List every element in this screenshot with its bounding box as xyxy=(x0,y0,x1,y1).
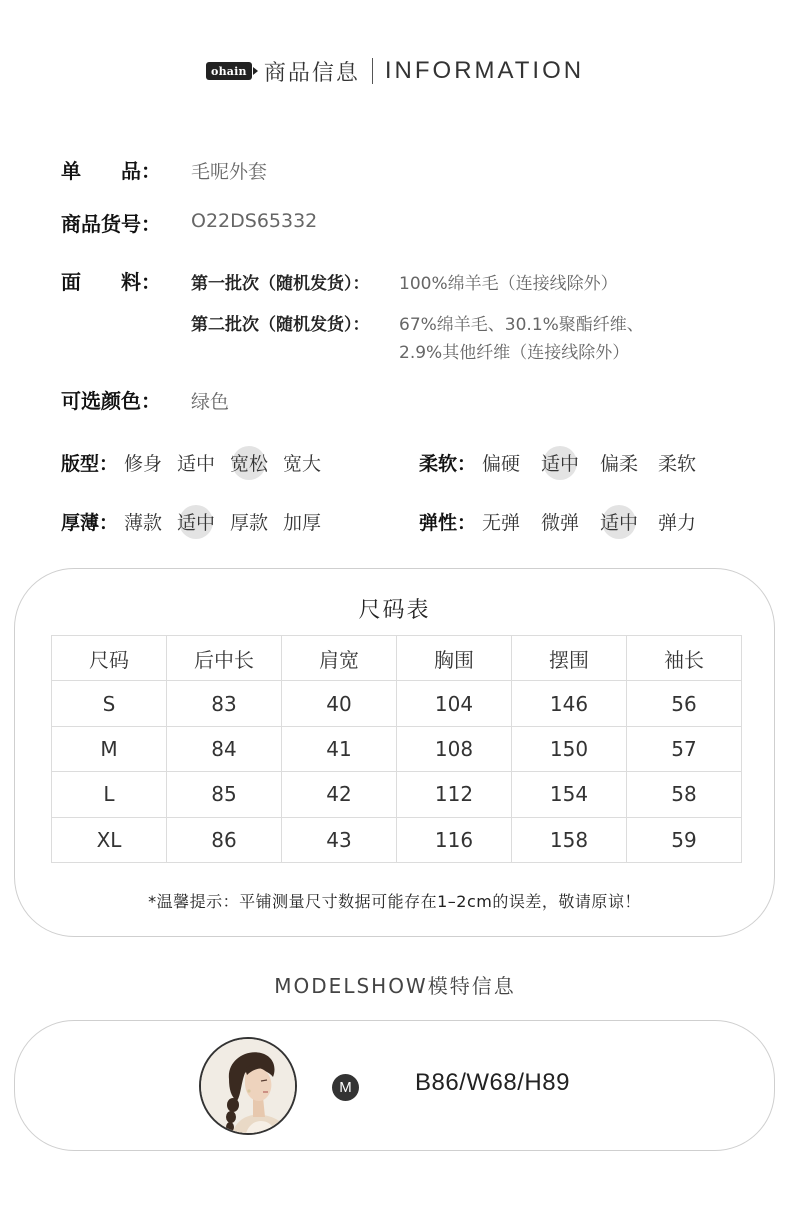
attr-fit-label: 版型： xyxy=(61,452,119,475)
attr-thickness-option-2: 厚款 xyxy=(230,512,269,534)
sku-value: O22DS65332 xyxy=(191,210,318,232)
table-cell: XL xyxy=(52,817,167,862)
attr-fit xyxy=(61,447,381,477)
table-cell: 116 xyxy=(397,817,512,862)
attr-elasticity-option-3: 弹力 xyxy=(658,512,697,534)
size-table-header-cell: 后中长 xyxy=(167,636,282,681)
table-cell: S xyxy=(52,681,167,726)
table-cell: 86 xyxy=(167,817,282,862)
attr-fit-option-1: 适中 xyxy=(177,453,216,475)
table-cell: 58 xyxy=(627,772,742,817)
model-measurements: B86/W68/H89 xyxy=(415,1069,570,1096)
attr-elasticity-option-1: 微弹 xyxy=(541,512,580,534)
attr-fit-option-3: 宽大 xyxy=(283,453,322,475)
header-title-cn: 商品信息 xyxy=(263,60,360,86)
table-row xyxy=(52,726,742,771)
table-cell: 43 xyxy=(282,817,397,862)
table-cell: 56 xyxy=(627,681,742,726)
attr-thickness-option-1: 适中 xyxy=(177,508,215,535)
attr-elasticity xyxy=(419,506,739,536)
attr-fit-option-0: 修身 xyxy=(124,453,163,475)
size-table-header-cell: 胸围 xyxy=(397,636,512,681)
fabric-batch-1: 第一批次（随机发货）： xyxy=(191,274,370,294)
attr-softness xyxy=(419,447,739,477)
attr-thickness xyxy=(61,506,381,536)
color-label: 可选颜色： xyxy=(61,389,161,413)
table-cell: 112 xyxy=(397,772,512,817)
attr-elasticity-option-0: 无弹 xyxy=(482,512,521,534)
table-cell: 59 xyxy=(627,817,742,862)
table-cell: 41 xyxy=(282,726,397,771)
table-cell: 146 xyxy=(512,681,627,726)
product-value: 毛呢外套 xyxy=(191,161,268,183)
size-table-header-cell: 尺码 xyxy=(52,636,167,681)
table-cell: 104 xyxy=(397,681,512,726)
attr-softness-option-2: 偏柔 xyxy=(600,453,639,475)
table-cell: 85 xyxy=(167,772,282,817)
attr-thickness-option-0: 薄款 xyxy=(124,512,163,534)
header-divider xyxy=(372,58,373,84)
table-row xyxy=(52,681,742,726)
table-cell: 154 xyxy=(512,772,627,817)
attr-softness-label: 柔软： xyxy=(419,452,477,475)
header-title-en: INFORMATION xyxy=(384,57,585,84)
table-cell: 57 xyxy=(627,726,742,771)
product-label: 单 品： xyxy=(61,159,161,183)
size-chart-note: *温馨提示：平铺测量尺寸数据可能存在1–2cm的误差，敬请原谅！ xyxy=(148,892,641,911)
table-cell: 40 xyxy=(282,681,397,726)
table-cell: L xyxy=(52,772,167,817)
size-chart-panel xyxy=(14,568,775,937)
table-cell: 42 xyxy=(282,772,397,817)
attr-thickness-option-3: 加厚 xyxy=(283,512,322,534)
table-cell: 150 xyxy=(512,726,627,771)
size-chart-title: 尺码表 xyxy=(358,598,431,623)
sku-label: 商品货号： xyxy=(61,212,161,236)
fabric-batch-1-value: 100%绵羊毛（连接线除外） xyxy=(399,274,618,294)
fabric-label: 面 料： xyxy=(61,270,161,294)
color-value: 绿色 xyxy=(191,391,230,413)
table-cell: M xyxy=(52,726,167,771)
table-row xyxy=(52,817,742,862)
model-avatar xyxy=(199,1037,297,1135)
table-cell: 108 xyxy=(397,726,512,771)
attr-elasticity-option-2: 适中 xyxy=(600,508,638,535)
attr-softness-option-0: 偏硬 xyxy=(482,453,521,475)
table-cell: 84 xyxy=(167,726,282,771)
size-table-header-cell: 肩宽 xyxy=(282,636,397,681)
model-size-badge: M xyxy=(332,1074,359,1101)
attr-softness-option-1: 适中 xyxy=(541,449,579,476)
table-cell: 83 xyxy=(167,681,282,726)
brand-logo: ohain xyxy=(206,62,252,80)
size-table-header-row xyxy=(52,636,742,681)
attr-elasticity-label: 弹性： xyxy=(419,511,477,534)
attr-fit-option-2: 宽松 xyxy=(230,449,268,476)
section-header xyxy=(0,54,790,88)
attr-softness-option-3: 柔软 xyxy=(658,453,697,475)
table-row xyxy=(52,772,742,817)
fabric-batch-2-value-line1: 67%绵羊毛、30.1%聚酯纤维、 xyxy=(399,315,644,335)
model-section-title: MODELSHOW模特信息 xyxy=(274,974,516,998)
size-chart-table xyxy=(51,635,742,863)
attr-thickness-label: 厚薄： xyxy=(61,511,119,534)
size-table-header-cell: 袖长 xyxy=(627,636,742,681)
model-info-panel xyxy=(14,1020,775,1151)
fabric-batch-2: 第二批次（随机发货）： xyxy=(191,315,370,335)
table-cell: 158 xyxy=(512,817,627,862)
size-table-header-cell: 摆围 xyxy=(512,636,627,681)
fabric-batch-2-value-line2: 2.9%其他纤维（连接线除外） xyxy=(399,343,630,363)
model-portrait-icon xyxy=(201,1039,297,1135)
